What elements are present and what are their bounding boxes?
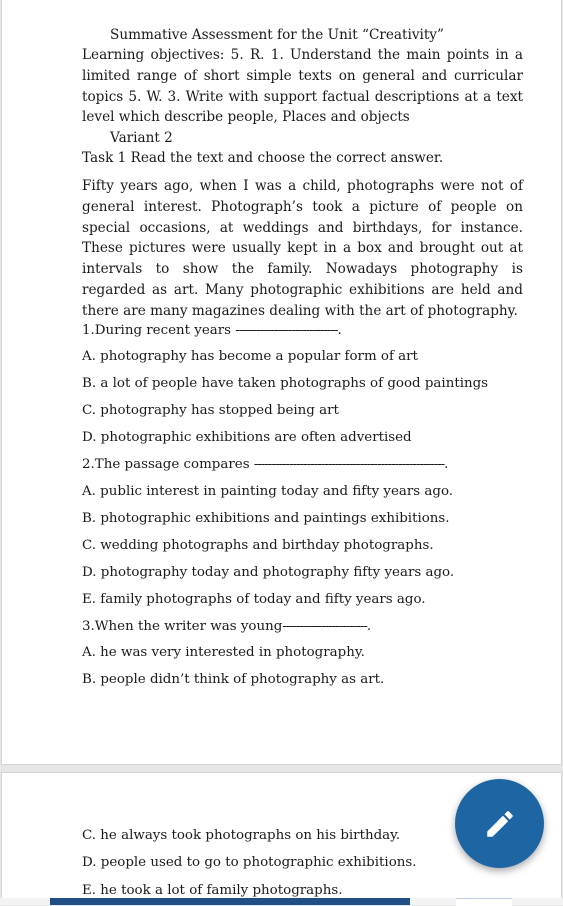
answer-option[interactable]: E. he took a lot of family photographs. [82,883,343,898]
assessment-title: Summative Assessment for the Unit “Creativity” [110,27,444,43]
answer-option[interactable]: D. people used to go to photographic exhibitions. [82,855,417,870]
answer-option[interactable]: C. wedding photographs and birthday photographs. [82,538,434,553]
progress-strip [50,898,410,905]
question-2 [82,455,447,475]
answer-option[interactable]: A. photography has become a popular form of art [82,349,418,364]
task-instruction: Task 1 Read the text and choose the correct answer. [82,150,444,166]
edit-fab-button[interactable] [455,779,544,868]
answer-option[interactable]: A. public interest in painting today and fifty years ago. [82,484,454,499]
answer-blank: ------------------------------------------------------. [253,457,448,472]
answer-option[interactable]: D. photographic exhibitions are often advertised [82,430,412,445]
question-3 [82,617,370,637]
answer-blank: ------------------------. [282,619,371,634]
answer-option[interactable]: B. people didn’t think of photography as art. [82,672,385,687]
variant-label: Variant 2 [110,130,173,146]
answer-option[interactable]: E. family photographs of today and fifty years ago. [82,592,426,607]
answer-option[interactable]: B. a lot of people have taken photographs of good paintings [82,376,489,391]
learning-objectives: Learning objectives: 5. R. 1. Understand the main points in a limited range of short simple texts on general and curricular topics 5. W. 3. Write with support factual descriptions at a text level which describe people, Places and objects [82,47,523,126]
document-page-1 [2,0,561,764]
question-stem: 1.During recent years [82,323,232,338]
answer-option[interactable]: A. he was very interested in photography. [82,645,365,660]
answer-option[interactable]: C. photography has stopped being art [82,403,339,418]
question-stem: 2.The passage compares [82,457,250,472]
answer-option[interactable]: B. photographic exhibitions and paintings exhibitions. [82,511,450,526]
answer-blank: -----------------------------. [235,323,341,338]
bottom-bar [0,898,563,905]
question-1 [82,321,341,341]
reading-passage: Fifty years ago, when I was a child, photographs were not of general interest. Photograph’s took a picture of people on special occasions, at weddings and birthdays, for instance. These pictures were usually kept in a box and brought out at intervals to show the family. Nowadays photography is regarded as art. Many photographic exhibitions are held and there are many magazines dealing with the art of photography. [82,178,523,319]
answer-option[interactable]: C. he always took photographs on his birthday. [82,828,401,843]
answer-option[interactable]: D. photography today and photography fifty years ago. [82,565,455,580]
pencil-icon [483,807,517,841]
question-stem: 3.When the writer was young [82,619,283,634]
